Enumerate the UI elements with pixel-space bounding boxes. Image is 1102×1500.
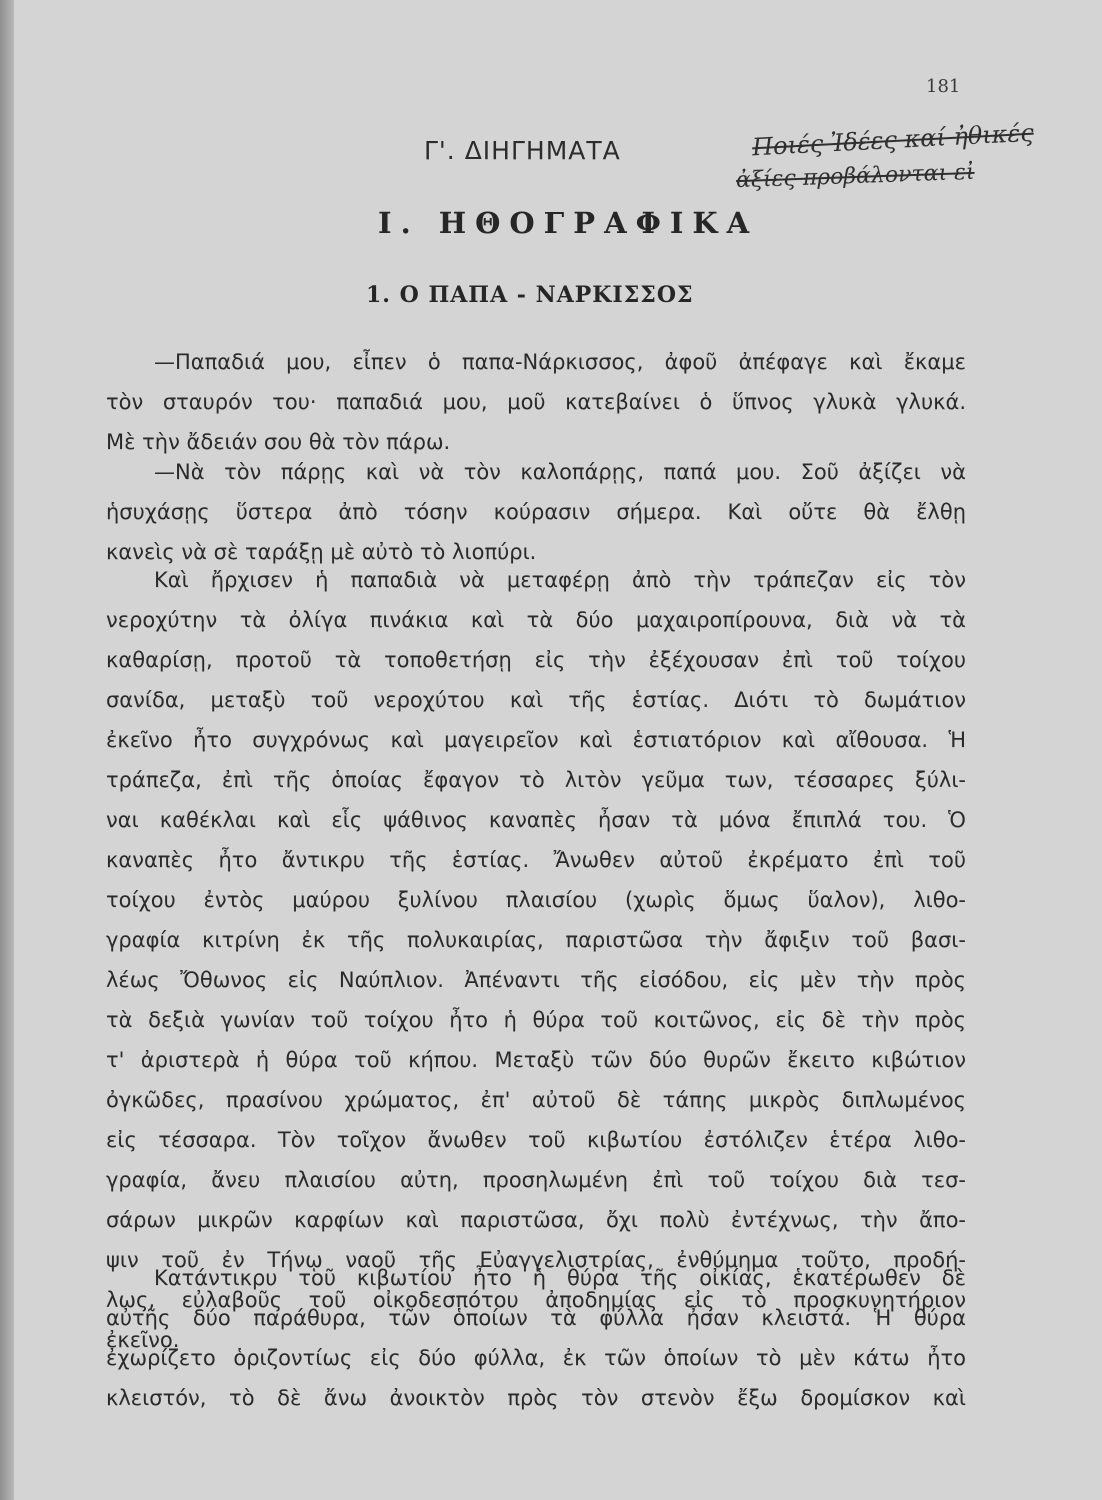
- paragraph: [106, 342, 966, 462]
- text-line: Καὶ ἤρχισεν ἡ παπαδιὰ νὰ μεταφέρῃ ἀπὸ τὴν τράπεζαν εἰς τὸν: [154, 568, 966, 592]
- text-line: —Νὰ τὸν πάρῃς καὶ νὰ τὸν καλοπάρῃς, παπά μου. Σοῦ ἀξίζει νὰ: [154, 460, 966, 484]
- text-line: σανίδα, μεταξὺ τοῦ νεροχύτου καὶ τῆς ἑστίας. Διότι τὸ δωμάτιον: [106, 688, 966, 712]
- section-title: Γ'. ΔΙΗΓΗΜΑΤΑ: [424, 136, 621, 165]
- handwritten-note-line: ἀξίες προβάλονται εἰ: [735, 159, 975, 194]
- page-edge-shadow: [0, 0, 14, 1500]
- text-line: Κατάντικρυ τοῦ κιβωτίου ἦτο ἡ θύρα τῆς οἰκίας, ἑκατέρωθεν δὲ: [154, 1266, 966, 1290]
- text-line: τὰ δεξιὰ γωνίαν τοῦ τοίχου ἦτο ἡ θύρα τοῦ κοιτῶνος, εἰς δὲ τὴν πρὸς: [106, 1008, 966, 1032]
- text-line: κλειστόν, τὸ δὲ ἄνω ἀνοικτὸν πρὸς τὸν στενὸν ἔξω δρομίσκον καὶ: [106, 1386, 966, 1410]
- text-line: τράπεζα, ἐπὶ τῆς ὁποίας ἔφαγον τὸ λιτὸν γεῦμα των, τέσσαρες ξύλι-: [106, 768, 966, 792]
- text-line: λως, εὐλαβοῦς τοῦ οἰκοδεσπότου ἀποδημίας εἰς τὸ προσκυνητήριον: [106, 1288, 966, 1312]
- chapter-title: Ι. ΗΘΟΓΡΑΦΙΚΑ: [378, 206, 759, 240]
- text-line: τ' ἀριστερὰ ἡ θύρα τοῦ κήπου. Μεταξὺ τῶν δύο θυρῶν ἔκειτο κιβώτιον: [106, 1048, 966, 1072]
- handwritten-note: [726, 120, 1102, 210]
- text-line: κανεὶς νὰ σὲ ταράξῃ μὲ αὐτὸ τὸ λιοπύρι.: [106, 540, 537, 564]
- text-line: ἐχωρίζετο ὁριζοντίως εἰς δύο φύλλα, ἐκ τῶν ὁποίων τὸ μὲν κάτω ἦτο: [106, 1346, 966, 1370]
- text-line: καναπὲς ἦτο ἄντικρυ τῆς ἑστίας. Ἄνωθεν αὐτοῦ ἐκρέματο ἐπὶ τοῦ: [106, 848, 966, 872]
- text-line: —Παπαδιά μου, εἶπεν ὁ παπα-Νάρκισσος, ἀφοῦ ἀπέφαγε καὶ ἔκαμε: [154, 350, 966, 374]
- text-line: νεροχύτην τὰ ὀλίγα πινάκια καὶ τὰ δύο μαχαιροπίρουνα, διὰ νὰ τὰ: [106, 608, 966, 632]
- text-line: ἡσυχάσῃς ὕστερα ἀπὸ τόσην κούρασιν σήμερα. Καὶ οὔτε θὰ ἔλθῃ: [106, 500, 966, 524]
- text-line: Μὲ τὴν ἄδειάν σου θὰ τὸν πάρω.: [106, 430, 451, 454]
- text-line: λέως Ὄθωνος εἰς Ναύπλιον. Ἀπέναντι τῆς εἰσόδου, εἰς μὲν τὴν πρὸς: [106, 968, 966, 992]
- text-line: ὀγκῶδες, πρασίνου χρώματος, ἐπ' αὐτοῦ δὲ τάπης μικρὸς διπλωμένος: [106, 1088, 966, 1112]
- text-line: ψιν τοῦ ἐν Τήνῳ ναοῦ τῆς Εὐαγγελιστρίας, ἐνθύμημα τοῦτο, προδή-: [106, 1248, 966, 1272]
- text-line: εἰς τέσσαρα. Τὸν τοῖχον ἄνωθεν τοῦ κιβωτίου ἐστόλιζεν ἑτέρα λιθο-: [106, 1128, 966, 1152]
- text-line: ἐκεῖνο ἦτο συγχρόνως καὶ μαγειρεῖον καὶ ἑστιατόριον καὶ αἴθουσα. Ἡ: [106, 728, 966, 752]
- text-line: γραφία, ἄνευ πλαισίου αὐτη, προσηλωμένη ἐπὶ τοῦ τοίχου διὰ τεσ-: [106, 1168, 966, 1192]
- text-line: τοίχου ἐντὸς μαύρου ξυλίνου πλαισίου (χωρὶς ὅμως ὕαλον), λιθο-: [106, 888, 966, 912]
- text-line: καθαρίσῃ, προτοῦ τὰ τοποθετήσῃ εἰς τὴν ἐξέχουσαν ἐπὶ τοῦ τοίχου: [106, 648, 966, 672]
- text-line: ναι καθέκλαι καὶ εἷς ψάθινος καναπὲς ἦσαν τὰ μόνα ἔπιπλά του. Ὁ: [106, 808, 966, 832]
- text-line: τὸν σταυρόν του· παπαδιά μου, μοῦ κατεβαίνει ὁ ὕπνος γλυκὰ γλυκά.: [106, 390, 966, 414]
- book-page: [14, 0, 1102, 1500]
- handwritten-note-line: Ποιές Ἰδέες καί ἠθικές: [751, 118, 1035, 162]
- paragraph: [106, 560, 966, 1360]
- text-line: γραφία κιτρίνη ἐκ τῆς πολυκαιρίας, παριστῶσα τὴν ἄφιξιν τοῦ βασι-: [106, 928, 966, 952]
- text-line: σάρων μικρῶν καρφίων καὶ παριστῶσα, ὄχι πολὺ ἐντέχνως, τὴν ἄπο-: [106, 1208, 966, 1232]
- text-line: αὐτῆς δύο παράθυρα, τῶν ὁποίων τὰ φύλλα ἦσαν κλειστά. Ἡ θύρα: [106, 1306, 966, 1330]
- paragraph: [106, 1258, 966, 1418]
- story-title: 1. Ο ΠΑΠΑ - ΝΑΡΚΙΣΣΟΣ: [366, 282, 694, 308]
- page-number: 181: [926, 76, 961, 97]
- text-line: ἐκεῖνο.: [106, 1328, 180, 1352]
- paragraph: [106, 452, 966, 572]
